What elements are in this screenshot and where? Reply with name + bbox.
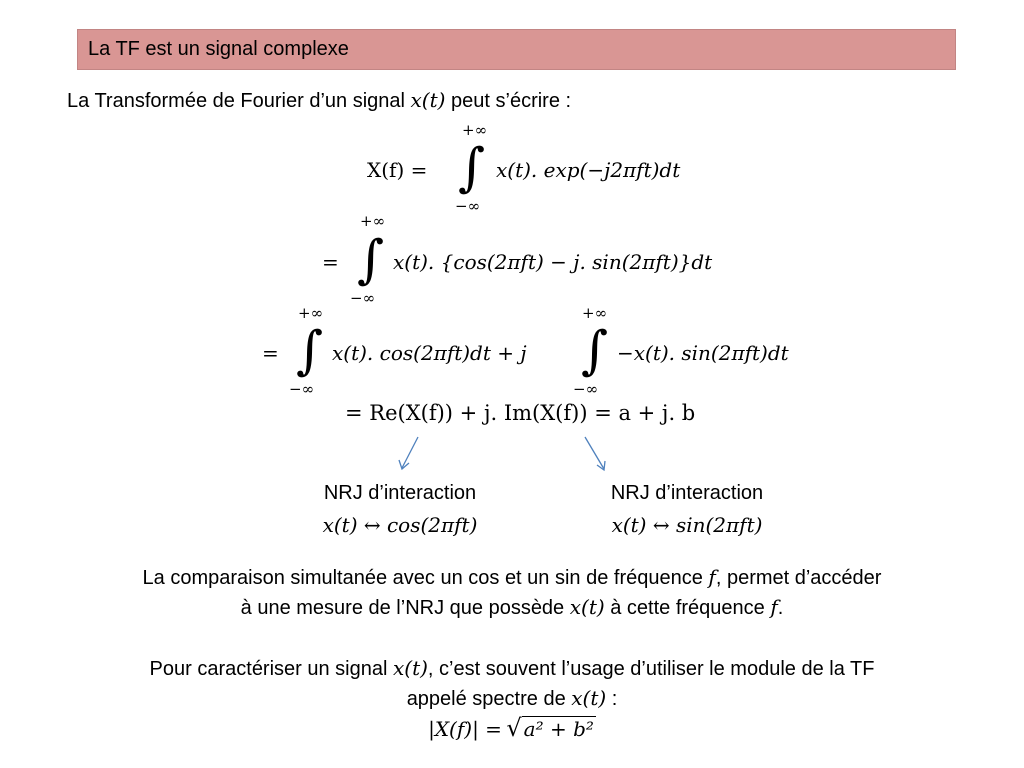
intro-text: La Transformée de Fourier d’un signal — [67, 90, 405, 112]
eq2-lower-limit: −∞ — [350, 289, 376, 307]
left-arrow-icon — [402, 437, 418, 468]
right-annotation-label: NRJ d’interaction — [610, 482, 764, 504]
eq3-equals: = — [262, 341, 279, 365]
p1-var-f: f — [708, 565, 716, 589]
p1-text-c: à une mesure de l’NRJ que possède — [240, 597, 565, 619]
spectrum-lhs: |X(f)| = — [428, 717, 502, 741]
slide-title: La TF est un signal complexe — [88, 38, 349, 60]
p1-var-f2: f — [770, 595, 778, 619]
p2-text-c: appelé spectre de — [406, 688, 566, 710]
eq4-result: = Re(X(f)) + j. Im(X(f)) = a + j. b — [345, 401, 696, 425]
p2-text-b: , c’est souvent l’usage d’utiliser le module de la TF — [427, 658, 875, 680]
eq3-upper-limit-2: +∞ — [582, 304, 608, 322]
p2-text-d: : — [606, 688, 618, 710]
eq3-integrand-1: x(t). cos(2πft)dt + j — [332, 341, 527, 365]
left-annotation-formula: x(t) ↔ cos(2πft) — [322, 513, 478, 537]
eq3-lower-limit-1: −∞ — [289, 380, 315, 398]
paragraph1-line2 — [40, 595, 984, 620]
eq1-lhs: X(f) = — [367, 158, 428, 182]
eq3-integral-sign-2: ∫ — [581, 321, 609, 381]
eq2-integrand: x(t). {cos(2πft) − j. sin(2πft)}dt — [393, 250, 713, 274]
eq3-lower-limit-2: −∞ — [573, 380, 599, 398]
paragraph1-line1 — [40, 565, 984, 590]
eq1-lower-limit: −∞ — [455, 197, 481, 215]
eq3-upper-limit-1: +∞ — [298, 304, 324, 322]
p1-var-x: x(t) — [569, 595, 605, 619]
paragraph2-line2 — [40, 686, 984, 711]
eq1-integrand: x(t). exp(−j2πft)dt — [496, 158, 681, 182]
paragraph2-line1 — [40, 656, 984, 681]
p1-text-a: La comparaison simultanée avec un cos et un sin de fréquence — [142, 567, 703, 589]
left-annotation-label: NRJ d’interaction — [323, 482, 477, 504]
eq1-upper-limit: +∞ — [462, 121, 488, 139]
eq2-integral-sign: ∫ — [357, 230, 385, 290]
spectrum-rhs: a² + b² — [523, 717, 594, 741]
right-annotation-formula: x(t) ↔ sin(2πft) — [611, 513, 763, 537]
intro-tail: peut s’écrire : — [451, 90, 572, 112]
eq3-integrand-2: −x(t). sin(2πft)dt — [617, 341, 789, 365]
spectrum-formula — [40, 714, 984, 742]
p2-text-a: Pour caractériser un signal — [149, 658, 388, 680]
eq1-integral-sign: ∫ — [458, 138, 486, 198]
eq2-equals: = — [322, 250, 339, 274]
p2-var-x2: x(t) — [571, 686, 607, 710]
p1-text-b: , permet d’accéder — [715, 567, 882, 589]
p1-text-d: à cette fréquence — [610, 597, 765, 619]
sqrt-icon: √ — [506, 714, 522, 742]
eq3-integral-sign-1: ∫ — [296, 321, 324, 381]
p2-var-x1: x(t) — [393, 656, 428, 680]
eq2-upper-limit: +∞ — [360, 212, 386, 230]
p1-text-e: . — [777, 597, 784, 619]
intro-var: x(t) — [410, 88, 446, 112]
right-arrow-icon — [585, 437, 604, 469]
